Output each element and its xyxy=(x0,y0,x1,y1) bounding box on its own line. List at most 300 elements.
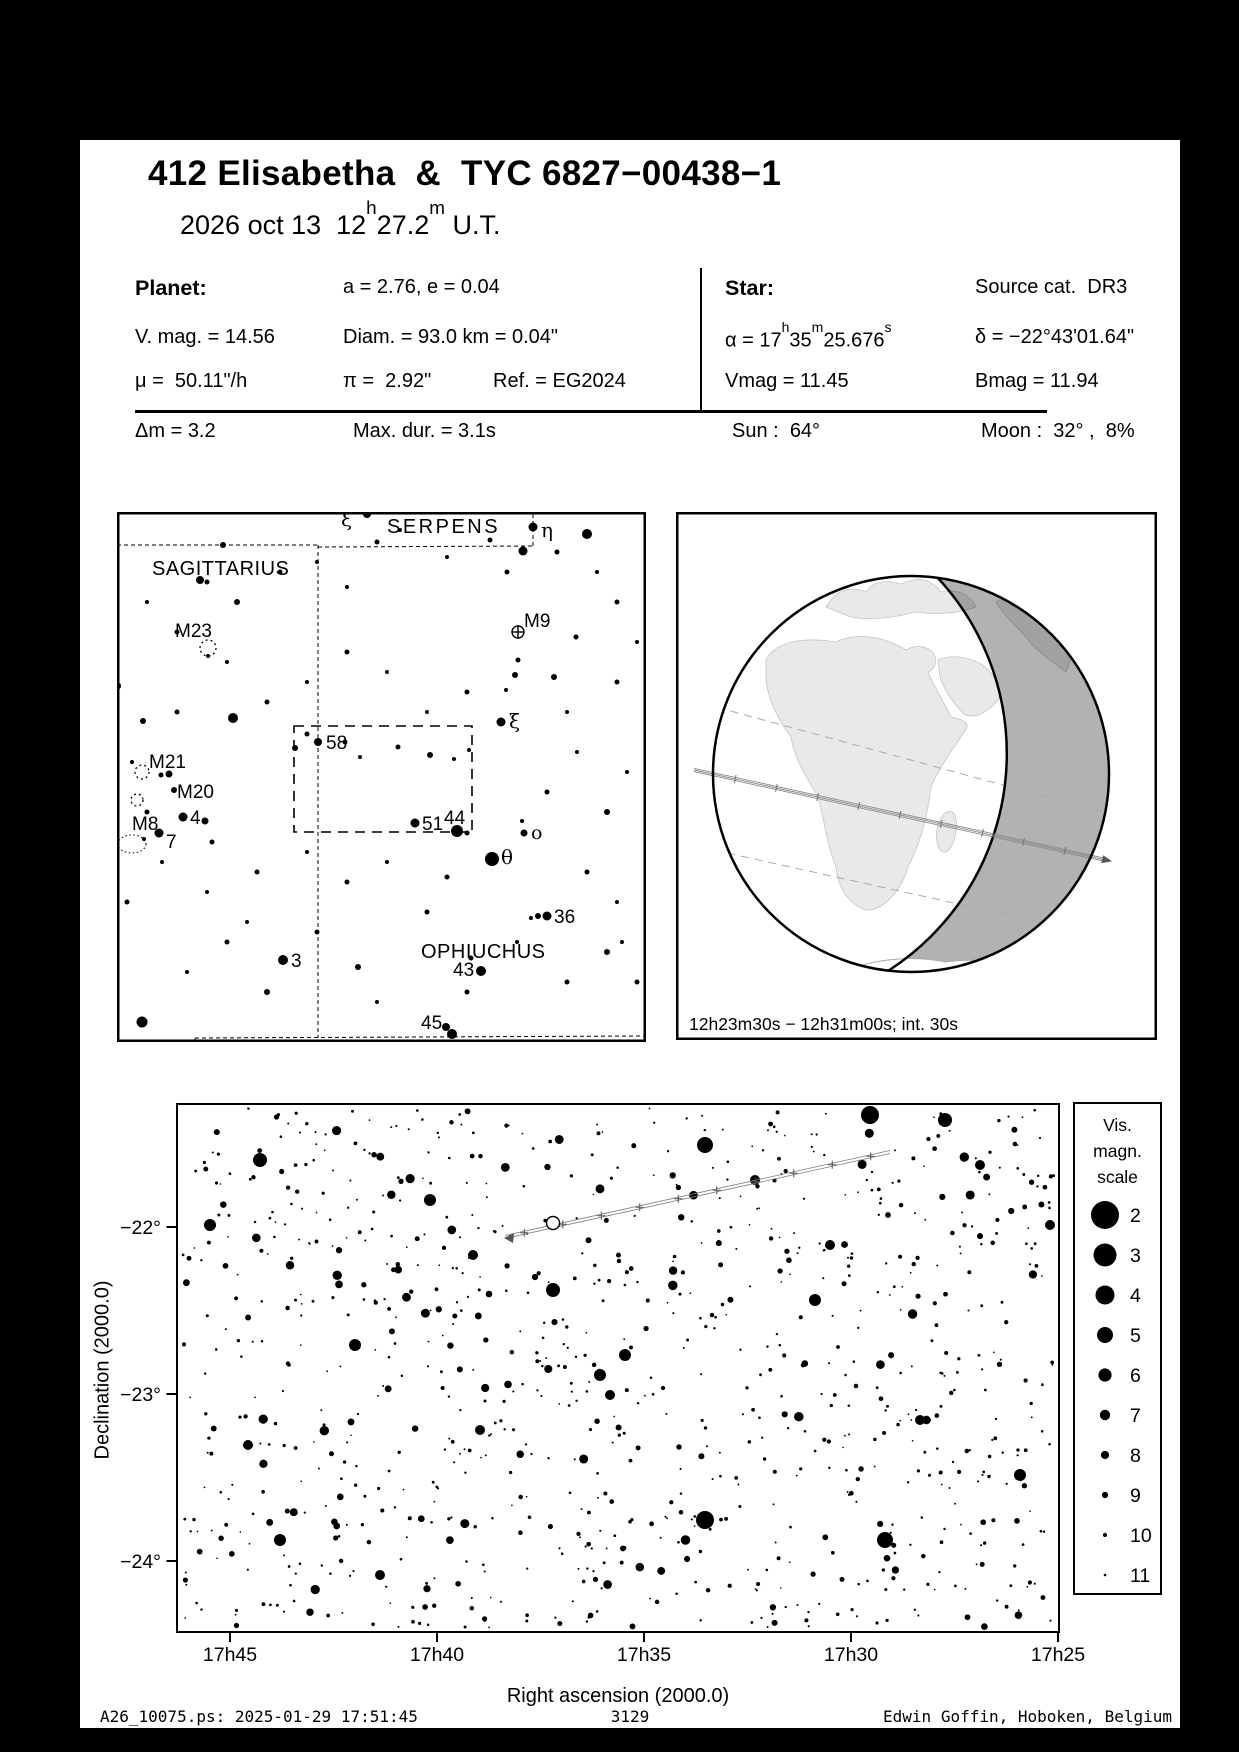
field-star xyxy=(574,1458,576,1460)
field-star xyxy=(980,1562,985,1567)
field-star xyxy=(860,1310,862,1312)
field-star xyxy=(554,1616,556,1618)
field-star xyxy=(789,1273,791,1275)
field-star xyxy=(716,1240,722,1246)
planet-section-label: Planet: xyxy=(135,276,207,300)
field-star xyxy=(313,1441,315,1443)
field-star xyxy=(1016,1167,1019,1170)
field-star xyxy=(724,1517,728,1521)
field-star xyxy=(952,1461,954,1463)
field-star xyxy=(983,1541,986,1544)
field-star xyxy=(442,1246,446,1250)
legend-magnitude-dot xyxy=(1101,1451,1109,1459)
star-dot xyxy=(355,964,361,970)
chart-label: η xyxy=(541,518,553,542)
field-star xyxy=(587,1616,589,1618)
field-star xyxy=(406,1536,408,1538)
field-star xyxy=(229,1551,235,1557)
field-star xyxy=(418,1515,425,1522)
field-star xyxy=(617,1259,621,1263)
legend-magnitude-label: 2 xyxy=(1130,1205,1141,1227)
field-star xyxy=(874,1466,876,1468)
chart-label: 7 xyxy=(166,832,177,853)
field-star xyxy=(568,1404,571,1407)
star-dot xyxy=(305,850,309,854)
field-star xyxy=(337,1494,344,1501)
field-star xyxy=(474,1525,477,1528)
ephemeris-reference: Ref. = EG2024 xyxy=(493,370,626,392)
field-star xyxy=(588,1381,590,1383)
field-star xyxy=(742,1413,744,1415)
field-star xyxy=(183,1578,188,1583)
chart-label: ξ xyxy=(341,512,353,531)
field-star xyxy=(565,1325,568,1328)
field-star xyxy=(423,1233,425,1235)
field-star xyxy=(227,1236,229,1238)
field-star xyxy=(933,1301,937,1305)
field-star xyxy=(1017,1454,1019,1456)
field-star xyxy=(394,1506,396,1508)
bright-star xyxy=(877,1532,893,1548)
field-star xyxy=(911,1156,915,1160)
field-star xyxy=(422,1604,428,1610)
field-star xyxy=(1035,1264,1039,1268)
legend-magnitude-label: 6 xyxy=(1130,1365,1141,1387)
ra-seconds: 25.676 xyxy=(823,329,885,352)
x-tick-label: 17h45 xyxy=(202,1644,258,1666)
magnitude-scale-legend xyxy=(1073,1102,1162,1595)
planet-orbit-elements: a = 2.76, e = 0.04 xyxy=(343,276,500,298)
planet-vmag: V. mag. = 14.56 xyxy=(135,326,275,348)
field-star xyxy=(561,1552,564,1555)
messier-cluster-marker xyxy=(131,794,143,806)
field-star xyxy=(579,1454,588,1463)
field-star xyxy=(411,1620,415,1624)
star-dot xyxy=(516,658,521,663)
field-star xyxy=(1008,1208,1014,1214)
field-star xyxy=(816,1133,818,1135)
field-star xyxy=(324,1133,326,1135)
field-star xyxy=(488,1627,490,1629)
field-star xyxy=(369,1119,371,1121)
star-declination: δ = −22°43'01.64" xyxy=(975,326,1135,348)
star-dot xyxy=(185,970,189,974)
field-star xyxy=(670,1172,676,1178)
field-star xyxy=(786,1257,792,1263)
field-star xyxy=(335,1281,343,1289)
field-star xyxy=(857,1327,859,1329)
field-star xyxy=(503,1428,505,1430)
field-star xyxy=(1000,1359,1002,1361)
star-dot xyxy=(497,718,506,727)
field-star xyxy=(818,1603,820,1605)
field-star xyxy=(719,1475,722,1478)
star-dot xyxy=(615,680,620,685)
field-star xyxy=(954,1503,956,1505)
field-star xyxy=(988,1193,990,1195)
field-star xyxy=(377,1487,380,1490)
field-star xyxy=(1040,1595,1045,1600)
field-star xyxy=(570,1382,573,1385)
field-star xyxy=(437,1132,439,1134)
field-star xyxy=(934,1413,939,1418)
field-star xyxy=(231,1484,233,1486)
field-star xyxy=(704,1426,707,1429)
field-star xyxy=(421,1118,424,1121)
field-star xyxy=(653,1174,655,1176)
field-star xyxy=(597,1131,601,1135)
field-star xyxy=(980,1243,982,1245)
field-star xyxy=(585,1390,588,1393)
field-star xyxy=(187,1256,192,1261)
field-star xyxy=(775,1542,777,1544)
field-star xyxy=(1013,1564,1016,1567)
field-star xyxy=(822,1534,828,1540)
field-star xyxy=(532,1147,535,1150)
field-star xyxy=(701,1115,703,1117)
field-star xyxy=(977,1354,980,1357)
bright-star xyxy=(594,1369,606,1381)
field-star xyxy=(836,1345,840,1349)
field-star xyxy=(491,1517,494,1520)
field-star xyxy=(899,1203,904,1208)
star-dot xyxy=(385,860,389,864)
field-star xyxy=(460,1124,462,1126)
field-star xyxy=(636,1563,645,1572)
field-star xyxy=(363,1298,366,1301)
field-star xyxy=(526,1496,528,1498)
field-star xyxy=(203,1167,208,1172)
field-star xyxy=(481,1384,489,1392)
field-star xyxy=(287,1363,291,1367)
field-star xyxy=(228,1498,230,1500)
field-star xyxy=(398,1626,400,1628)
field-star xyxy=(751,1145,753,1147)
field-star xyxy=(446,1536,454,1544)
field-star xyxy=(833,1393,837,1397)
messier-cluster-marker xyxy=(135,765,149,779)
field-star xyxy=(1025,1242,1028,1245)
field-star xyxy=(603,1492,607,1496)
field-star xyxy=(996,1599,998,1601)
field-star xyxy=(316,1212,318,1214)
star-dot xyxy=(465,990,470,995)
field-star xyxy=(603,1561,606,1564)
field-star xyxy=(634,1215,636,1217)
field-star xyxy=(909,1544,911,1546)
field-star xyxy=(525,1613,529,1617)
field-star xyxy=(483,1337,488,1342)
field-star xyxy=(456,1301,458,1303)
star-bmag: Bmag = 11.94 xyxy=(975,370,1099,392)
field-star xyxy=(333,1523,340,1530)
field-star xyxy=(259,1460,267,1468)
field-star xyxy=(960,1252,962,1254)
ra-minutes: 35 xyxy=(789,329,812,352)
field-star xyxy=(504,1381,512,1389)
field-star xyxy=(385,1586,387,1588)
field-star xyxy=(415,1236,420,1241)
field-star xyxy=(840,1577,845,1582)
field-star xyxy=(464,1448,466,1450)
field-star xyxy=(361,1523,364,1526)
field-star xyxy=(592,1570,594,1572)
field-star xyxy=(756,1208,758,1210)
field-star xyxy=(444,1448,446,1450)
field-star xyxy=(510,1350,514,1354)
field-star xyxy=(858,1466,863,1471)
field-star xyxy=(289,1584,292,1587)
field-star xyxy=(807,1611,809,1613)
field-star xyxy=(312,1159,315,1162)
field-star xyxy=(551,1319,557,1325)
field-star xyxy=(850,1256,853,1259)
field-star xyxy=(475,1312,482,1319)
field-star xyxy=(477,1227,479,1229)
field-star xyxy=(548,1281,550,1283)
field-star xyxy=(980,1544,982,1546)
field-star xyxy=(261,1340,264,1343)
field-star xyxy=(719,1518,723,1522)
field-star xyxy=(243,1414,247,1418)
field-star xyxy=(406,1174,415,1183)
field-star xyxy=(854,1384,859,1389)
chart-label: 3 xyxy=(291,951,302,972)
field-star xyxy=(1022,1173,1025,1176)
field-star xyxy=(356,1199,358,1201)
field-star xyxy=(211,1426,217,1432)
field-star xyxy=(504,1124,508,1128)
field-star xyxy=(452,1323,454,1325)
field-star xyxy=(751,1408,755,1412)
field-star xyxy=(912,1262,916,1266)
field-star xyxy=(761,1437,763,1439)
field-star xyxy=(914,1212,916,1214)
field-star xyxy=(185,1571,187,1573)
field-star xyxy=(1011,1127,1017,1133)
field-star xyxy=(616,1166,619,1169)
field-star xyxy=(780,1270,783,1273)
field-star xyxy=(892,1566,899,1573)
field-star xyxy=(884,1588,887,1591)
field-star xyxy=(468,1449,472,1453)
field-star xyxy=(911,1365,913,1367)
star-dot xyxy=(442,1023,450,1031)
field-star xyxy=(758,1207,760,1209)
field-star xyxy=(467,1296,469,1298)
field-star xyxy=(579,1536,581,1538)
field-star xyxy=(964,1588,966,1590)
field-star xyxy=(432,1481,435,1484)
field-star xyxy=(266,1519,273,1526)
field-star xyxy=(811,1133,813,1135)
field-star xyxy=(991,1518,995,1522)
field-star xyxy=(650,1376,653,1379)
star-dot xyxy=(234,599,240,605)
field-star xyxy=(346,1524,348,1526)
field-star xyxy=(965,1449,969,1453)
field-star xyxy=(283,1611,285,1613)
field-star xyxy=(478,1288,481,1291)
field-star xyxy=(449,1120,453,1124)
field-star xyxy=(680,1492,683,1495)
globe-svg xyxy=(676,512,1157,1040)
field-star xyxy=(459,1236,461,1238)
field-star xyxy=(557,1364,560,1367)
field-star xyxy=(247,1107,249,1109)
field-star xyxy=(678,1214,684,1220)
field-star xyxy=(606,1547,608,1549)
field-star xyxy=(900,1309,902,1311)
field-star xyxy=(433,1501,435,1503)
footer-page-number: 3129 xyxy=(610,1707,650,1726)
star-dot xyxy=(625,770,629,774)
field-star xyxy=(480,1457,482,1459)
bright-star xyxy=(253,1153,267,1167)
field-star xyxy=(596,1184,605,1193)
field-star xyxy=(472,1369,474,1371)
star-dot xyxy=(512,672,518,678)
field-star xyxy=(374,1299,377,1302)
field-star xyxy=(400,1558,403,1561)
field-star xyxy=(207,1436,210,1439)
chart-label: θ xyxy=(501,845,514,869)
field-star xyxy=(796,1475,798,1477)
field-star xyxy=(499,1419,502,1422)
star-dot xyxy=(574,635,579,640)
field-star xyxy=(673,1255,677,1259)
field-star xyxy=(490,1597,492,1599)
field-star xyxy=(399,1199,401,1201)
field-star xyxy=(295,1189,299,1193)
field-star xyxy=(326,1614,330,1618)
field-star xyxy=(427,1365,429,1367)
field-star xyxy=(894,1552,897,1555)
field-star xyxy=(814,1450,817,1453)
field-star xyxy=(304,1511,306,1513)
field-star xyxy=(336,1247,342,1253)
field-star xyxy=(625,1388,629,1392)
planet-diameter: Diam. = 93.0 km = 0.04" xyxy=(343,326,558,348)
field-star xyxy=(1034,1242,1037,1245)
field-star xyxy=(969,1532,972,1535)
field-star xyxy=(667,1302,669,1304)
field-star xyxy=(197,1531,199,1533)
field-star xyxy=(957,1357,960,1360)
star-dot xyxy=(465,690,470,695)
field-star xyxy=(464,1472,466,1474)
field-star xyxy=(395,1316,397,1318)
field-star xyxy=(479,1276,481,1278)
star-dot xyxy=(358,755,362,759)
field-star xyxy=(1007,1116,1009,1118)
field-star xyxy=(712,1167,714,1169)
field-star xyxy=(851,1252,854,1255)
field-star xyxy=(262,1602,266,1606)
field-star xyxy=(1001,1301,1004,1304)
field-star xyxy=(593,1264,597,1268)
field-star xyxy=(776,1333,778,1335)
field-star xyxy=(669,1266,677,1274)
field-star xyxy=(910,1272,912,1274)
field-star xyxy=(710,1313,714,1317)
field-star xyxy=(769,1236,773,1240)
field-star xyxy=(526,1567,528,1569)
field-star xyxy=(363,1149,365,1151)
field-star xyxy=(983,1174,990,1181)
field-star xyxy=(522,1185,525,1188)
chart-label: SERPENS xyxy=(387,516,501,538)
field-star xyxy=(766,1345,768,1347)
field-star xyxy=(879,1396,884,1401)
field-star xyxy=(269,1217,272,1220)
field-star xyxy=(793,1232,795,1234)
field-star xyxy=(591,1547,593,1549)
field-star xyxy=(194,1247,196,1249)
field-star xyxy=(594,1418,600,1424)
field-star xyxy=(390,1235,393,1238)
field-star xyxy=(558,1547,560,1549)
field-star xyxy=(661,1386,665,1390)
field-star xyxy=(926,1137,930,1141)
field-star xyxy=(748,1440,752,1444)
field-star xyxy=(563,1365,567,1369)
star-dot xyxy=(551,674,557,680)
field-star xyxy=(586,1567,588,1569)
field-star xyxy=(541,1365,543,1367)
field-star xyxy=(981,1474,983,1476)
field-star xyxy=(637,1402,639,1404)
field-star xyxy=(429,1182,432,1185)
star-dot xyxy=(130,760,134,764)
field-star xyxy=(274,1114,279,1119)
field-star xyxy=(841,1241,848,1248)
field-star xyxy=(535,1351,538,1354)
field-star xyxy=(936,1134,940,1138)
field-star xyxy=(190,1530,192,1532)
field-star xyxy=(734,1476,738,1480)
field-star xyxy=(484,1620,486,1622)
field-star xyxy=(706,1445,708,1447)
minute-superscript: m xyxy=(429,198,445,220)
field-star xyxy=(389,1328,395,1334)
field-star xyxy=(819,1242,821,1244)
field-star xyxy=(740,1196,742,1198)
field-star xyxy=(823,1154,825,1156)
field-star xyxy=(434,1577,436,1579)
field-star xyxy=(339,1559,343,1563)
field-star xyxy=(332,1126,341,1135)
field-star xyxy=(714,1316,717,1319)
field-star xyxy=(694,1581,697,1584)
field-star xyxy=(321,1564,323,1566)
field-star xyxy=(780,1395,783,1398)
field-star xyxy=(587,1511,591,1515)
bright-star xyxy=(975,1160,985,1170)
field-star xyxy=(214,1129,220,1135)
field-star xyxy=(877,1187,881,1191)
field-star xyxy=(294,1299,297,1302)
field-star xyxy=(530,1453,532,1455)
field-star xyxy=(389,1602,391,1604)
field-star xyxy=(875,1621,878,1624)
field-star xyxy=(784,1169,788,1173)
field-star xyxy=(304,1163,307,1166)
field-star xyxy=(293,1600,296,1603)
star-dot xyxy=(375,1000,379,1004)
field-star xyxy=(768,1122,773,1127)
field-star xyxy=(215,1181,218,1184)
